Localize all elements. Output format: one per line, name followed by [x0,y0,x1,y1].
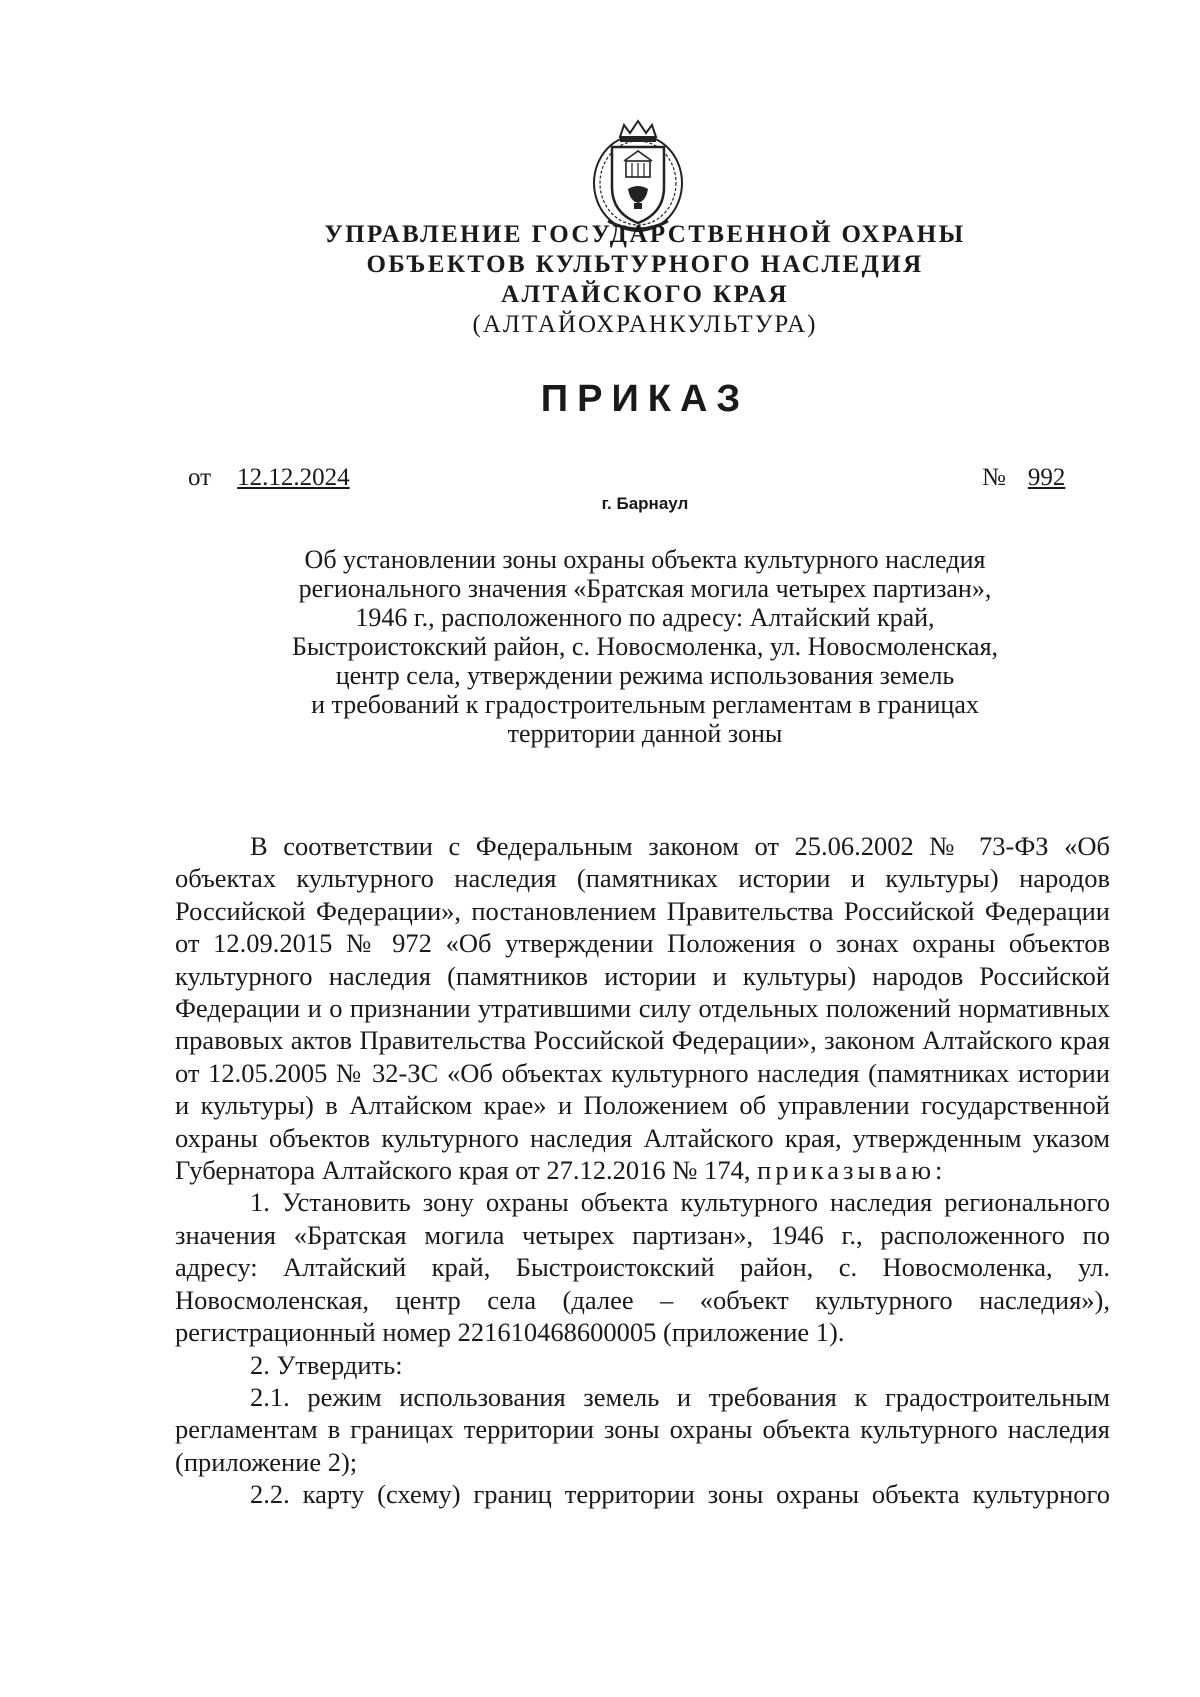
altai-krai-coat-of-arms-icon [590,117,686,237]
document-subject [0,545,1200,748]
date-prefix: от [188,464,212,491]
preamble-paragraph [175,830,1110,1186]
subject-line: и требований к градостроительным регламентам в границах [311,690,979,719]
number-prefix: № [982,464,1006,491]
subject-line: территории данной зоны [507,719,783,748]
clause-2-2: 2.2. карту (схему) границ территории зоны охраны объекта культурного [250,1479,1110,1510]
clause-2-1: 2.1. режим использования земель и требования к градостроительным регламентам в границах территории зоны охраны объекта культурного наследия (приложение 2); [175,1381,1110,1477]
clause-1: 1. Установить зону охраны объекта культурного наследия регионального значения «Братская могила четырех партизан», 1946 г., расположенного по адресу: Алтайский край, Быстроистокский район, с. Новосмоленка, ул. Новосмоленская, центр села (далее – «объект культурного наследия»), регистрационный номер 221610468600005 (приложение 1). [175,1187,1110,1348]
document-type-title: ПРИКАЗ [540,378,750,420]
city: г. Барнаул [601,494,689,513]
date-row [188,464,350,492]
order-word: приказываю: [757,1155,947,1186]
org-short-name: (АЛТАЙОХРАНКУЛЬТУРА) [472,311,818,338]
document-body [175,830,1110,1511]
subject-line: Об установлении зоны охраны объекта культурного наследия [304,545,986,574]
document-number: 992 [1027,464,1066,491]
number-row [982,464,1065,492]
document-date: 12.12.2024 [237,464,350,491]
org-name-line-2: ОБЪЕКТОВ КУЛЬТУРНОГО НАСЛЕДИЯ [366,251,924,278]
org-name-line-1: УПРАВЛЕНИЕ ГОСУДАРСТВЕННОЙ ОХРАНЫ [324,221,966,248]
subject-line: Быстроистокский район, с. Новосмоленка, ул. Новосмоленская, [291,632,999,661]
subject-line: регионального значения «Братская могила четырех партизан», [298,574,992,603]
org-name-line-3: АЛТАЙСКОГО КРАЯ [501,281,789,308]
clause-2: 2. Утвердить: [250,1349,403,1380]
subject-line: центр села, утверждении режима использования земель [335,661,955,690]
subject-line: 1946 г., расположенного по адресу: Алтайский край, [355,603,935,632]
preamble-text: В соответствии с Федеральным законом от 25.06.2002 № 73-ФЗ «Об объектах культурного наследия (памятниках истории и культуры) народов Российской Федерации», постановлением Правительства Российской Федерации от 12.09.2015 № 972 «Об утверждении Положения о зонах охраны объектов культурного наследия (памятников истории и культуры) народов Российской Федерации и о признании утратившими силу отдельных положений нормативных правовых актов Правительства Российской Федерации», законом Алтайского края от 12.05.2005 № 32-ЗС «Об объектах культурного наследия (памятниках истории и культуры) в Алтайском крае» и Положением об управлении государственной охраны объектов культурного наследия Алтайского края, утвержденным указом Губернатора Алтайского края от 27.12.2016 № 174, [175,831,1110,1186]
